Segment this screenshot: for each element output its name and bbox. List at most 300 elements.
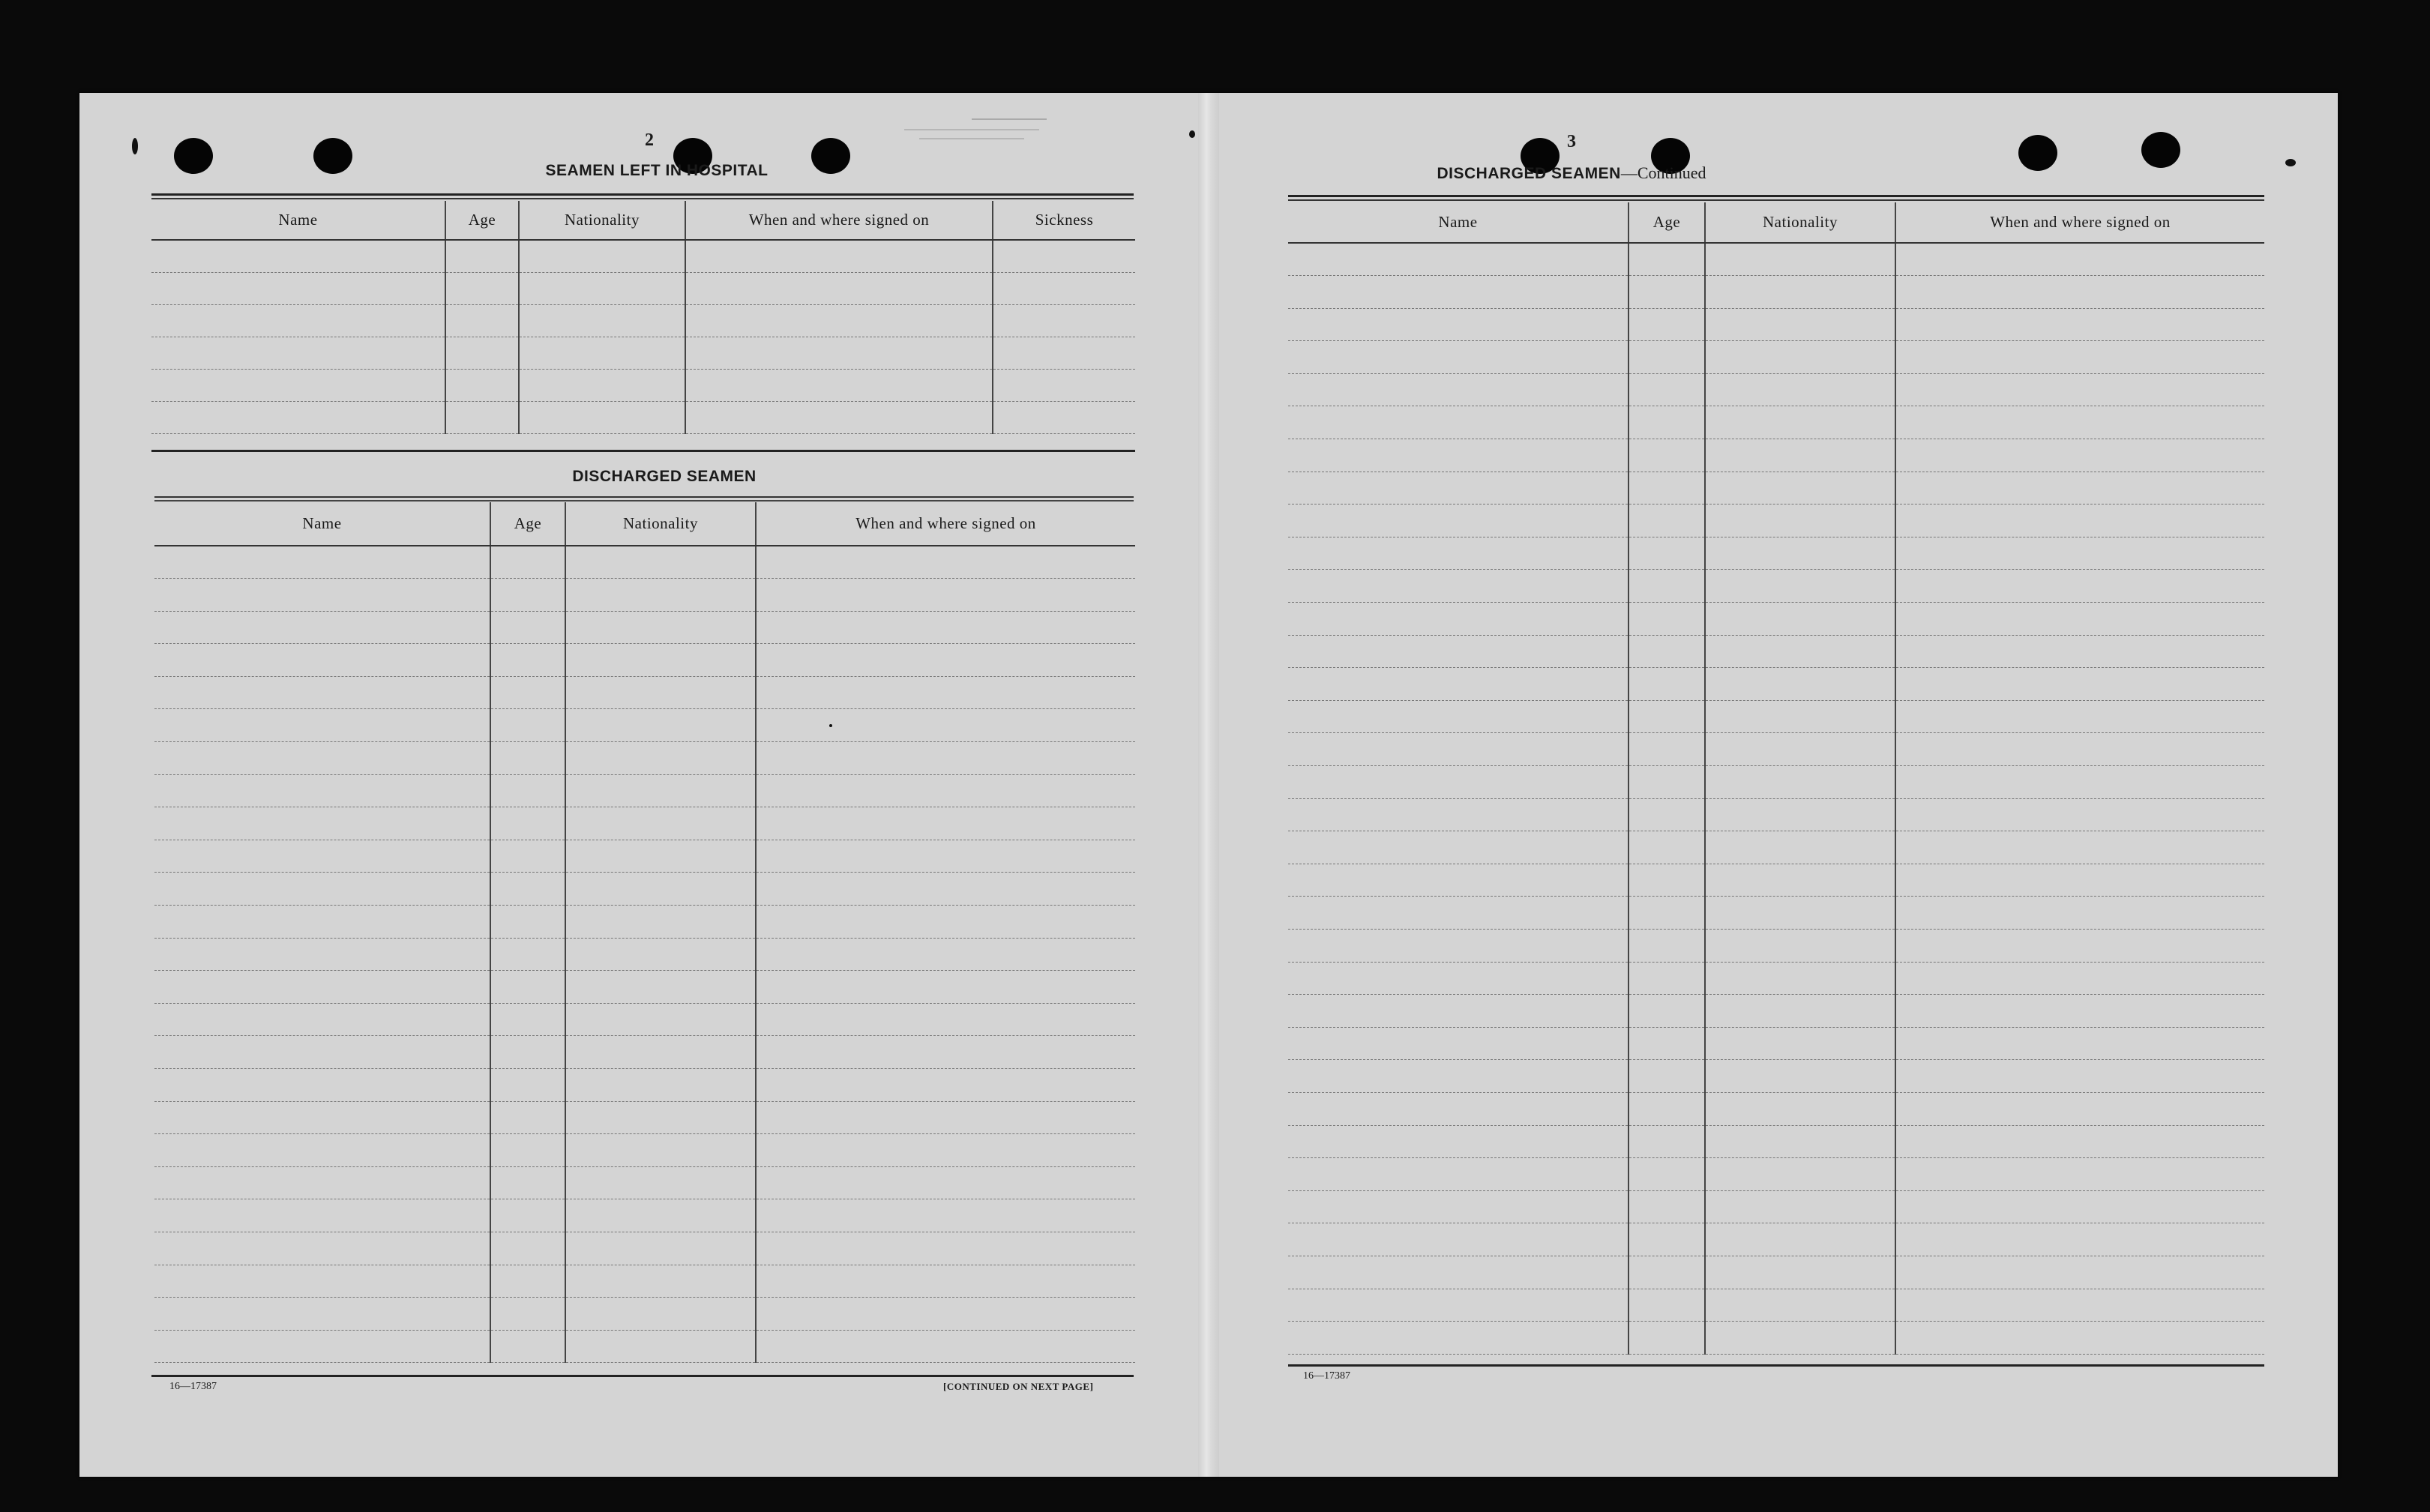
table-cell xyxy=(1895,373,2264,406)
table-cell xyxy=(1288,831,1628,864)
table-cell xyxy=(1628,1125,1705,1158)
table-cell xyxy=(756,546,1135,579)
table-cell xyxy=(1288,1256,1628,1289)
table-row xyxy=(1288,439,2264,472)
table-cell xyxy=(756,676,1135,709)
table-cell xyxy=(154,546,490,579)
table-cell xyxy=(1895,1158,2264,1191)
table-cell xyxy=(756,906,1135,939)
table-row xyxy=(154,1101,1135,1134)
table-cell xyxy=(490,709,565,742)
table-cell xyxy=(154,1134,490,1167)
table-cell xyxy=(1628,733,1705,766)
column-header-signed-on: When and where signed on xyxy=(1895,202,2264,243)
top-rule-thin xyxy=(151,198,1134,199)
table-row xyxy=(1288,1158,2264,1191)
faint-stamp xyxy=(874,115,1069,160)
top-rule xyxy=(1288,195,2264,197)
table-cell xyxy=(756,1232,1135,1265)
table-row xyxy=(154,1330,1135,1363)
table-row xyxy=(154,971,1135,1004)
table-cell xyxy=(756,1265,1135,1298)
table-cell xyxy=(565,1232,756,1265)
table-cell xyxy=(1895,1092,2264,1125)
table-cell xyxy=(565,807,756,840)
table-row xyxy=(154,774,1135,807)
table-cell xyxy=(1628,472,1705,504)
table-cell xyxy=(154,1036,490,1069)
table-cell xyxy=(1628,1027,1705,1060)
table-cell xyxy=(1288,1322,1628,1355)
table-cell xyxy=(1705,798,1895,831)
table-cell xyxy=(154,938,490,971)
table-cell xyxy=(1288,700,1628,733)
table-row xyxy=(151,337,1135,369)
table-row xyxy=(154,742,1135,775)
table-row xyxy=(1288,504,2264,537)
table-cell xyxy=(1628,1289,1705,1322)
table-cell xyxy=(1288,1125,1628,1158)
table-cell xyxy=(1288,243,1628,276)
title-main: DISCHARGED SEAMEN xyxy=(1437,165,1621,182)
table-cell xyxy=(993,304,1135,337)
table-cell xyxy=(993,240,1135,272)
column-header-sickness: Sickness xyxy=(993,201,1135,240)
column-header-nationality: Nationality xyxy=(519,201,685,240)
table-cell xyxy=(1895,635,2264,668)
table-cell xyxy=(490,774,565,807)
table-cell xyxy=(1628,897,1705,930)
table-cell xyxy=(1628,341,1705,374)
table-cell xyxy=(1628,831,1705,864)
table-cell xyxy=(490,579,565,612)
table-cell xyxy=(1705,504,1895,537)
table-cell xyxy=(1628,537,1705,570)
table-row xyxy=(1288,1289,2264,1322)
page-number: 3 xyxy=(1567,132,1576,151)
center-fold xyxy=(1198,93,1219,1477)
table-cell xyxy=(1288,962,1628,995)
table-cell xyxy=(1705,1190,1895,1223)
table-cell xyxy=(1705,1125,1895,1158)
table-cell xyxy=(565,1298,756,1331)
table-cell xyxy=(1895,1223,2264,1256)
table-cell xyxy=(151,337,445,369)
table-row xyxy=(154,1232,1135,1265)
column-header-signed-on: When and where signed on xyxy=(685,201,993,240)
table-cell xyxy=(1895,897,2264,930)
table-cell xyxy=(1628,929,1705,962)
table-cell xyxy=(1288,570,1628,603)
table-cell xyxy=(1288,1092,1628,1125)
table-cell xyxy=(490,644,565,677)
table-cell xyxy=(1628,406,1705,439)
table-cell xyxy=(1705,635,1895,668)
table-row xyxy=(154,1265,1135,1298)
table-cell xyxy=(151,401,445,433)
column-header-nationality: Nationality xyxy=(1705,202,1895,243)
table-cell xyxy=(1895,995,2264,1028)
table-cell xyxy=(490,1330,565,1363)
table-cell xyxy=(154,676,490,709)
table-cell xyxy=(756,1036,1135,1069)
table-cell xyxy=(1628,962,1705,995)
table-cell xyxy=(1705,1256,1895,1289)
table-cell xyxy=(756,807,1135,840)
table-row xyxy=(1288,537,2264,570)
table-row xyxy=(1288,962,2264,995)
table-row xyxy=(1288,798,2264,831)
speck xyxy=(132,138,138,154)
top-rule xyxy=(151,193,1134,196)
table-cell xyxy=(154,906,490,939)
table-row xyxy=(1288,406,2264,439)
table-cell xyxy=(490,1069,565,1102)
table-cell xyxy=(756,1069,1135,1102)
punch-hole xyxy=(313,138,352,174)
table-cell xyxy=(1705,897,1895,930)
table-cell xyxy=(1895,668,2264,701)
table-cell xyxy=(1895,472,2264,504)
table-cell xyxy=(154,1166,490,1199)
table-cell xyxy=(565,1265,756,1298)
table-cell xyxy=(1628,570,1705,603)
table-cell xyxy=(756,1298,1135,1331)
table-cell xyxy=(154,1101,490,1134)
table-cell xyxy=(1895,700,2264,733)
table-cell xyxy=(1705,962,1895,995)
table-row xyxy=(1288,1256,2264,1289)
speck xyxy=(2285,159,2296,166)
table-cell xyxy=(1895,1190,2264,1223)
table-cell xyxy=(154,1069,490,1102)
table-cell xyxy=(565,644,756,677)
table-cell xyxy=(756,840,1135,873)
table-cell xyxy=(445,304,519,337)
discharged-top-rule xyxy=(154,496,1134,498)
table-cell xyxy=(490,1265,565,1298)
table-cell xyxy=(756,1003,1135,1036)
hospital-table-body xyxy=(151,240,1135,433)
table-row xyxy=(154,840,1135,873)
table-cell xyxy=(565,709,756,742)
column-header-signed-on: When and where signed on xyxy=(756,502,1135,546)
punch-hole xyxy=(2018,135,2057,171)
table-cell xyxy=(1895,603,2264,636)
table-cell xyxy=(1628,1256,1705,1289)
discharged-continued-table-body xyxy=(1288,243,2264,1354)
table-cell xyxy=(1288,929,1628,962)
table-cell xyxy=(154,1330,490,1363)
table-cell xyxy=(565,742,756,775)
table-cell xyxy=(565,774,756,807)
table-cell xyxy=(1895,341,2264,374)
table-cell xyxy=(1705,766,1895,799)
table-cell xyxy=(154,1265,490,1298)
table-cell xyxy=(756,971,1135,1004)
table-cell xyxy=(154,971,490,1004)
table-cell xyxy=(1705,995,1895,1028)
form-code: 16—17387 xyxy=(169,1381,217,1392)
table-row xyxy=(1288,472,2264,504)
table-cell xyxy=(1628,995,1705,1028)
table-cell xyxy=(1705,439,1895,472)
table-cell xyxy=(565,1003,756,1036)
table-cell xyxy=(565,840,756,873)
table-row xyxy=(154,906,1135,939)
table-cell xyxy=(445,369,519,401)
table-cell xyxy=(1705,308,1895,341)
table-cell xyxy=(1288,504,1628,537)
table-cell xyxy=(1288,439,1628,472)
table-cell xyxy=(1288,1289,1628,1322)
column-header-name: Name xyxy=(154,502,490,546)
table-cell xyxy=(490,546,565,579)
table-cell xyxy=(151,369,445,401)
table-cell xyxy=(756,579,1135,612)
discharged-table xyxy=(154,502,1135,1363)
table-cell xyxy=(1288,995,1628,1028)
table-cell xyxy=(445,272,519,304)
table-cell xyxy=(1628,1190,1705,1223)
table-row xyxy=(151,304,1135,337)
table-cell xyxy=(151,240,445,272)
table-cell xyxy=(1895,766,2264,799)
continued-note: [CONTINUED ON NEXT PAGE] xyxy=(943,1381,1094,1392)
table-cell xyxy=(490,1134,565,1167)
table-cell xyxy=(565,938,756,971)
table-row xyxy=(154,1166,1135,1199)
table-cell xyxy=(1895,1027,2264,1060)
table-cell xyxy=(154,742,490,775)
table-cell xyxy=(1895,308,2264,341)
table-cell xyxy=(1705,406,1895,439)
table-cell xyxy=(1628,373,1705,406)
table-cell xyxy=(490,1298,565,1331)
table-cell xyxy=(490,1166,565,1199)
table-cell xyxy=(1705,1322,1895,1355)
table-cell xyxy=(1288,472,1628,504)
table-cell xyxy=(445,401,519,433)
hospital-table xyxy=(151,201,1135,434)
column-header-age: Age xyxy=(490,502,565,546)
table-cell xyxy=(1628,700,1705,733)
table-row xyxy=(1288,668,2264,701)
document-sheet xyxy=(79,93,2338,1477)
table-row xyxy=(154,1298,1135,1331)
table-cell xyxy=(1288,1158,1628,1191)
table-row xyxy=(1288,570,2264,603)
discharged-bottom-rule xyxy=(151,1375,1134,1377)
table-cell xyxy=(154,611,490,644)
table-cell xyxy=(565,1134,756,1167)
table-cell xyxy=(490,840,565,873)
table-cell xyxy=(154,840,490,873)
table-cell xyxy=(565,1166,756,1199)
table-cell xyxy=(1895,406,2264,439)
table-cell xyxy=(1705,831,1895,864)
table-row xyxy=(154,579,1135,612)
top-rule-thin xyxy=(1288,199,2264,201)
table-cell xyxy=(154,873,490,906)
table-cell xyxy=(756,1199,1135,1232)
table-cell xyxy=(1895,1256,2264,1289)
table-cell xyxy=(154,807,490,840)
table-cell xyxy=(565,873,756,906)
table-cell xyxy=(1705,472,1895,504)
table-cell xyxy=(490,971,565,1004)
table-cell xyxy=(756,774,1135,807)
table-row xyxy=(1288,733,2264,766)
discharged-continued-table xyxy=(1288,202,2264,1355)
table-row xyxy=(1288,1027,2264,1060)
table-cell xyxy=(1288,406,1628,439)
table-cell xyxy=(1895,1322,2264,1355)
table-cell xyxy=(756,1134,1135,1167)
table-cell xyxy=(1895,962,2264,995)
table-cell xyxy=(1628,504,1705,537)
table-cell xyxy=(1705,668,1895,701)
table-cell xyxy=(1628,766,1705,799)
table-cell xyxy=(445,337,519,369)
table-cell xyxy=(1288,373,1628,406)
table-cell xyxy=(1705,603,1895,636)
table-row xyxy=(151,369,1135,401)
table-row xyxy=(1288,308,2264,341)
table-cell xyxy=(490,807,565,840)
table-cell xyxy=(1705,1289,1895,1322)
table-cell xyxy=(1895,504,2264,537)
table-cell xyxy=(490,873,565,906)
table-cell xyxy=(1628,603,1705,636)
table-cell xyxy=(519,401,685,433)
table-cell xyxy=(1288,635,1628,668)
table-cell xyxy=(1628,1092,1705,1125)
table-row xyxy=(1288,373,2264,406)
table-row xyxy=(1288,276,2264,309)
table-cell xyxy=(1628,243,1705,276)
table-cell xyxy=(1705,1092,1895,1125)
table-cell xyxy=(1628,276,1705,309)
table-cell xyxy=(565,579,756,612)
column-header-age: Age xyxy=(1628,202,1705,243)
table-cell xyxy=(1628,439,1705,472)
table-cell xyxy=(1288,766,1628,799)
table-cell xyxy=(490,906,565,939)
column-header-age: Age xyxy=(445,201,519,240)
table-cell xyxy=(1288,1060,1628,1093)
table-row xyxy=(1288,897,2264,930)
table-cell xyxy=(1895,733,2264,766)
table-cell xyxy=(685,337,993,369)
table-cell xyxy=(1628,798,1705,831)
table-cell xyxy=(490,1232,565,1265)
table-cell xyxy=(1705,700,1895,733)
table-cell xyxy=(1628,1223,1705,1256)
table-cell xyxy=(1288,1190,1628,1223)
table-cell xyxy=(565,1036,756,1069)
table-cell xyxy=(154,1199,490,1232)
table-cell xyxy=(1895,929,2264,962)
table-cell xyxy=(1288,341,1628,374)
table-row xyxy=(1288,1223,2264,1256)
table-cell xyxy=(1705,733,1895,766)
table-row xyxy=(1288,635,2264,668)
table-cell xyxy=(565,906,756,939)
table-cell xyxy=(1628,668,1705,701)
table-cell xyxy=(1628,1158,1705,1191)
table-cell xyxy=(519,369,685,401)
table-cell xyxy=(756,709,1135,742)
table-cell xyxy=(1895,570,2264,603)
table-row xyxy=(154,1134,1135,1167)
table-cell xyxy=(519,337,685,369)
table-cell xyxy=(756,1330,1135,1363)
table-cell xyxy=(154,774,490,807)
page-number: 2 xyxy=(645,130,654,150)
table-cell xyxy=(1288,603,1628,636)
punch-hole xyxy=(811,138,850,174)
table-cell xyxy=(154,644,490,677)
table-cell xyxy=(1628,1322,1705,1355)
table-row xyxy=(151,240,1135,272)
title-suffix: —Continued xyxy=(1620,163,1706,182)
table-cell xyxy=(490,1199,565,1232)
table-row xyxy=(1288,1322,2264,1355)
table-cell xyxy=(1288,798,1628,831)
speck xyxy=(1189,130,1195,138)
table-cell xyxy=(756,1166,1135,1199)
table-row xyxy=(1288,1190,2264,1223)
table-row xyxy=(1288,1125,2264,1158)
table-row xyxy=(1288,864,2264,897)
table-cell xyxy=(685,369,993,401)
table-cell xyxy=(490,611,565,644)
table-row xyxy=(1288,766,2264,799)
table-cell xyxy=(565,676,756,709)
table-cell xyxy=(565,1101,756,1134)
table-cell xyxy=(490,1036,565,1069)
form-code: 16—17387 xyxy=(1303,1370,1350,1382)
table-row xyxy=(1288,929,2264,962)
discharged-continued-title xyxy=(1407,163,1736,183)
table-cell xyxy=(490,1101,565,1134)
table-cell xyxy=(1705,276,1895,309)
table-cell xyxy=(1895,1289,2264,1322)
table-cell xyxy=(565,611,756,644)
table-row xyxy=(154,938,1135,971)
table-cell xyxy=(151,304,445,337)
column-header-name: Name xyxy=(1288,202,1628,243)
table-cell xyxy=(685,272,993,304)
table-row xyxy=(1288,1060,2264,1093)
table-cell xyxy=(1895,1060,2264,1093)
table-cell xyxy=(490,938,565,971)
table-cell xyxy=(154,1232,490,1265)
table-row xyxy=(154,807,1135,840)
table-cell xyxy=(1288,1223,1628,1256)
table-cell xyxy=(490,1003,565,1036)
punch-hole xyxy=(174,138,213,174)
table-cell xyxy=(1895,243,2264,276)
table-cell xyxy=(1705,341,1895,374)
table-cell xyxy=(685,401,993,433)
column-header-name: Name xyxy=(151,201,445,240)
table-row xyxy=(151,272,1135,304)
table-cell xyxy=(565,1069,756,1102)
table-cell xyxy=(993,369,1135,401)
bottom-rule xyxy=(1288,1364,2264,1367)
